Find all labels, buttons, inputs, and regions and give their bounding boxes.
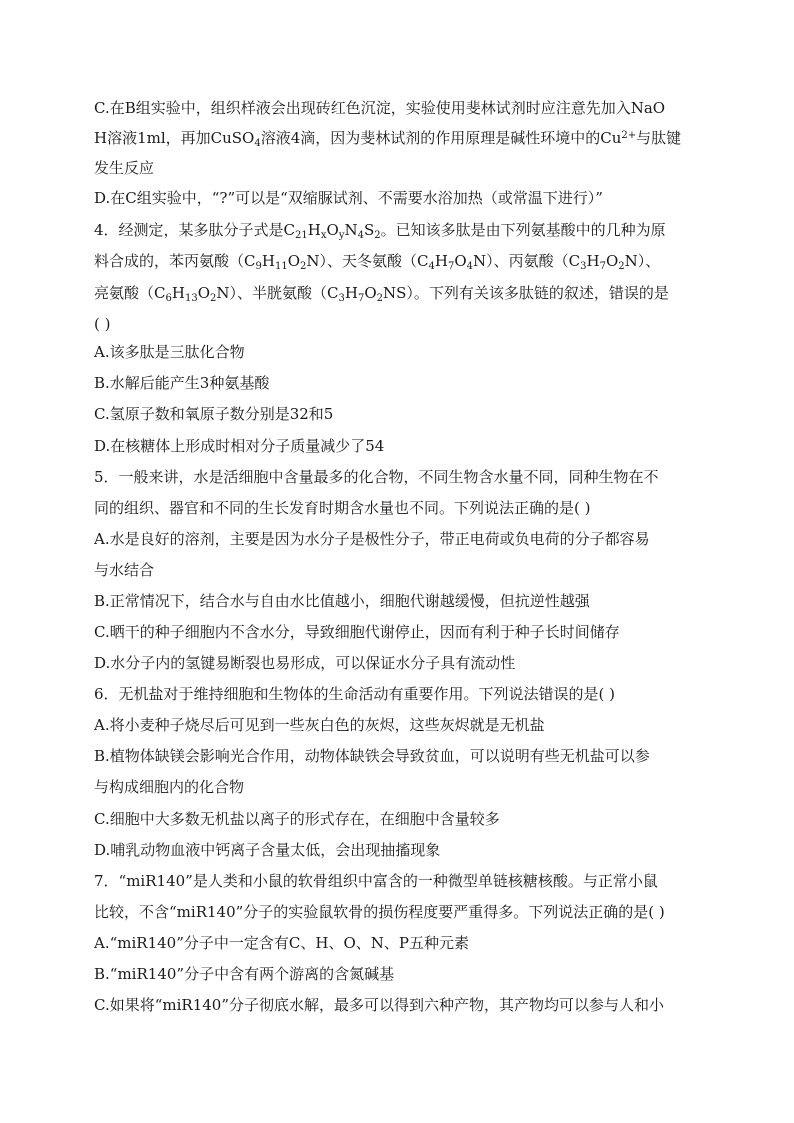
text-run: O [287, 252, 300, 270]
text-run: H溶液1ml，再加CuSO [94, 129, 255, 147]
text-run: N [344, 221, 358, 239]
q4-stem-line-1 [94, 219, 706, 241]
text-run: O [326, 221, 339, 239]
q6-option-b-line-2: 与构成细胞内的化合物 [94, 778, 245, 796]
q6-stem: 6．无机盐对于维持细胞和生物体的生命活动有重要作用。下列说法错误的是( ) [94, 685, 616, 703]
q3-option-d: D.在C组实验中，“?”可以是“双缩脲试剂、不需要水浴加热（或常温下进行）” [94, 189, 603, 207]
q3-option-c-line-3: 发生反应 [94, 159, 155, 177]
text-run: H [307, 221, 321, 239]
text-run: H [171, 284, 185, 302]
subscript: 9 [255, 261, 262, 272]
subscript: 4 [357, 230, 364, 241]
q4-stem-line-2 [94, 250, 706, 272]
subscript: 2 [300, 261, 307, 272]
q5-stem-line-1: 5．一般来讲，水是活细胞中含量最多的化合物，不同生物含水量不同，同种生物在不 [94, 468, 659, 486]
q3-option-c-line-2 [94, 127, 706, 149]
text-run: O [197, 284, 210, 302]
subscript: 4 [466, 261, 474, 272]
text-run: 。已知该多肽是由下列氨基酸中的几种为原 [380, 221, 666, 239]
subscript: 6 [165, 293, 172, 304]
subscript: 2 [210, 293, 217, 304]
text-run: H [434, 252, 448, 270]
text-run: O [454, 252, 467, 270]
q5-option-a-line-2: 与水结合 [94, 561, 155, 579]
text-run: H [344, 284, 358, 302]
text-run: 4．经测定，某多肽分子式是C [94, 221, 296, 239]
subscript: 13 [184, 293, 198, 304]
subscript: x [320, 230, 327, 241]
subscript: 7 [447, 261, 455, 272]
text-run: 料合成的，苯丙氨酸（C [94, 252, 256, 270]
subscript: 4 [428, 261, 435, 272]
q7-option-c: C.如果将“miR140”分子彻底水解，最多可以得到六种产物，其产物均可以参与人和小 [94, 996, 664, 1014]
q5-option-a-line-1: A.水是良好的溶剂，主要是因为水分子是极性分子，带正电荷或负电荷的分子都容易 [94, 530, 650, 548]
subscript: 2 [618, 261, 625, 272]
q4-option-b: B.水解后能产生3种氨基酸 [94, 374, 270, 392]
text-run: 溶液4滴，因为斐林试剂的作用原理是碱性环境中的Cu [260, 129, 622, 147]
text-run: H [261, 252, 275, 270]
superscript: 2+ [621, 130, 637, 141]
text-run: S [363, 221, 375, 239]
text-run: 与肽键 [636, 129, 682, 147]
q6-option-c: C.细胞中大多数无机盐以离子的形式存在，在细胞中含量较多 [94, 810, 500, 828]
q5-option-d: D.水分子内的氢键易断裂也易形成，可以保证水分子具有流动性 [94, 654, 516, 672]
text-run: N）、半胱氨酸（C [216, 284, 339, 302]
q7-option-b: B.“miR140”分子中含有两个游离的含氮碱基 [94, 965, 395, 983]
subscript: 7 [599, 261, 606, 272]
subscript: 4 [254, 138, 261, 149]
q6-option-b-line-1: B.植物体缺镁会影响光合作用，动物体缺铁会导致贫血，可以说明有些无机盐可以参 [94, 747, 650, 765]
q6-option-d: D.哺乳动物血液中钙离子含量太低，会出现抽搐现象 [94, 841, 441, 859]
text-run: N）、 [624, 252, 661, 270]
text-run: H [586, 252, 600, 270]
text-run: N）、天冬氨酸（C [306, 252, 429, 270]
q7-stem-line-2: 比较，不含“miR140”分子的实验鼠软骨的损伤程度要严重得多。下列说法正确的是( ) [94, 903, 665, 921]
subscript: 3 [580, 261, 587, 272]
subscript: 7 [357, 293, 365, 304]
subscript: y [338, 230, 345, 241]
subscript: 2 [374, 230, 381, 241]
subscript: 11 [274, 261, 288, 272]
subscript: 2 [376, 293, 384, 304]
q5-stem-line-2: 同的组织、器官和不同的生长发育时期含水量也不同。下列说法正确的是( ) [94, 499, 591, 517]
subscript: 3 [338, 293, 345, 304]
q3-option-c-line-1: C.在B组实验中，组织样液会出现砖红色沉淀，实验使用斐林试剂时应注意先加入NaO [94, 99, 666, 117]
text-run: N）、丙氨酸（C [473, 252, 581, 270]
q4-answer-paren: ( ) [94, 315, 111, 333]
q4-stem-line-3 [94, 282, 706, 304]
q6-option-a: A.将小麦种子烧尽后可见到一些灰白色的灰烬，这些灰烬就是无机盐 [94, 716, 545, 734]
text-run: O [364, 284, 377, 302]
q4-option-a: A.该多肽是三肽化合物 [94, 343, 245, 361]
text-run: 亮氨酸（C [94, 284, 166, 302]
text-run: O [605, 252, 619, 270]
q5-option-b: B.正常情况下，结合水与自由水比值越小，细胞代谢越缓慢，但抗逆性越强 [94, 592, 590, 610]
q5-option-c: C.晒干的种子细胞内不含水分，导致细胞代谢停止，因而有利于种子长时间储存 [94, 623, 620, 641]
q7-option-a: A.“miR140”分子中一定含有C、H、O、N、P五种元素 [94, 934, 469, 952]
subscript: 21 [295, 230, 308, 241]
q7-stem-line-1: 7．“miR140”是人类和小鼠的软骨组织中富含的一种微型单链核糖核酸。与正常小鼠 [94, 872, 658, 890]
q4-option-c: C.氢原子数和氧原子数分别是32和5 [94, 405, 334, 423]
text-run: NS）。下列有关该多肽链的叙述，错误的是 [383, 284, 669, 302]
q4-option-d: D.在核糖体上形成时相对分子质量减少了54 [94, 437, 385, 455]
